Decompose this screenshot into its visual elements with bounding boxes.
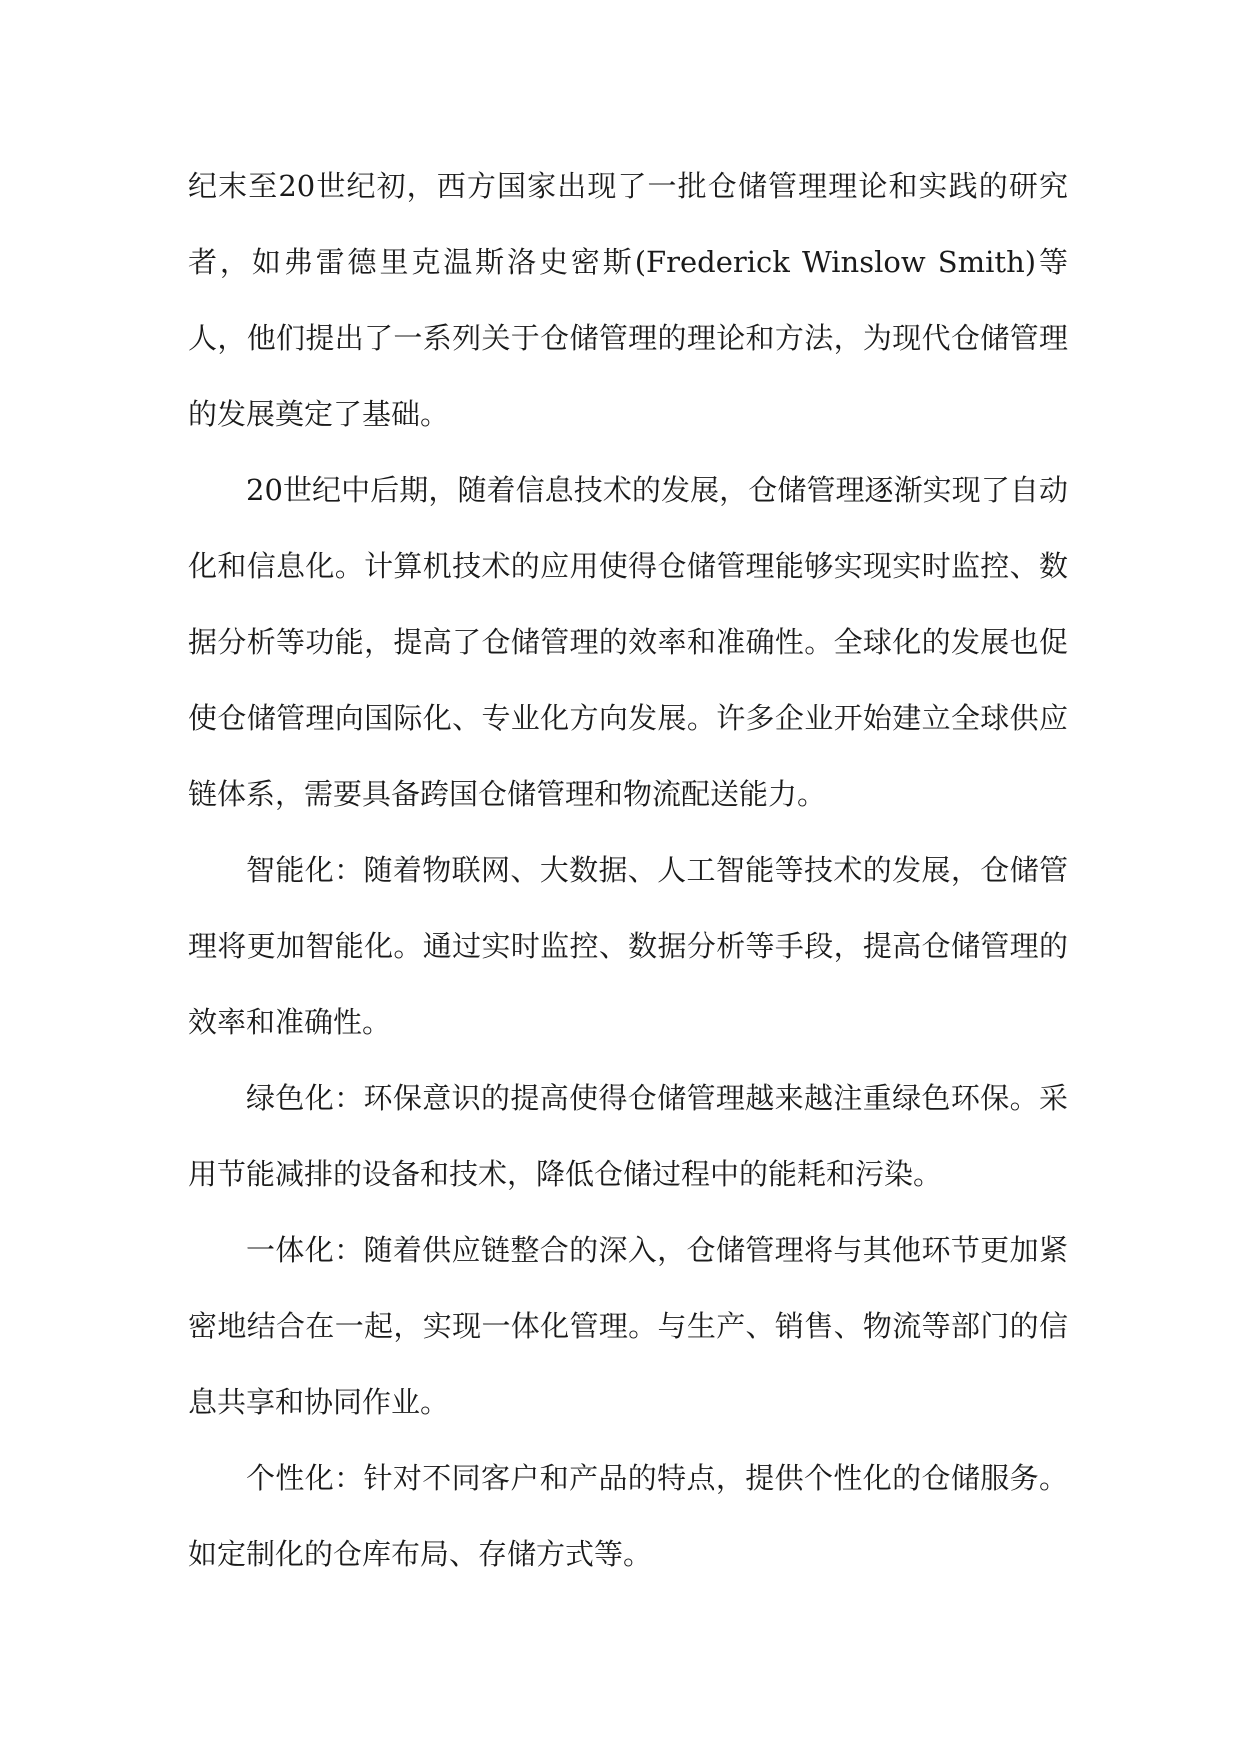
document-body	[188, 148, 1068, 1592]
paragraph-green: 绿色化：环保意识的提高使得仓储管理越来越注重绿色环保。采用节能减排的设备和技术，降低仓储过程中的能耗和污染。	[188, 1081, 1068, 1191]
paragraph-personalization: 个性化：针对不同客户和产品的特点，提供个性化的仓储服务。如定制化的仓库布局、存储方式等。	[188, 1461, 1068, 1571]
paragraph-information-age: 20世纪中后期，随着信息技术的发展，仓储管理逐渐实现了自动化和信息化。计算机技术的应用使得仓储管理能够实现实时监控、数据分析等功能，提高了仓储管理的效率和准确性。全球化的发展也促使仓储管理向国际化、专业化方向发展。许多企业开始建立全球供应链体系，需要具备跨国仓储管理和物流配送能力。	[188, 473, 1068, 811]
paragraph-intelligent: 智能化：随着物联网、大数据、人工智能等技术的发展，仓储管理将更加智能化。通过实时监控、数据分析等手段，提高仓储管理的效率和准确性。	[188, 853, 1068, 1039]
paragraph-integration: 一体化：随着供应链整合的深入，仓储管理将与其他环节更加紧密地结合在一起，实现一体化管理。与生产、销售、物流等部门的信息共享和协同作业。	[188, 1233, 1068, 1419]
paragraph-history-intro: 纪末至20世纪初，西方国家出现了一批仓储管理理论和实践的研究者，如弗雷德里克温斯洛史密斯(Frederick Winslow Smith)等人，他们提出了一系列关于仓储管理的理论和方法，为现代仓储管理的发展奠定了基础。	[188, 169, 1068, 431]
